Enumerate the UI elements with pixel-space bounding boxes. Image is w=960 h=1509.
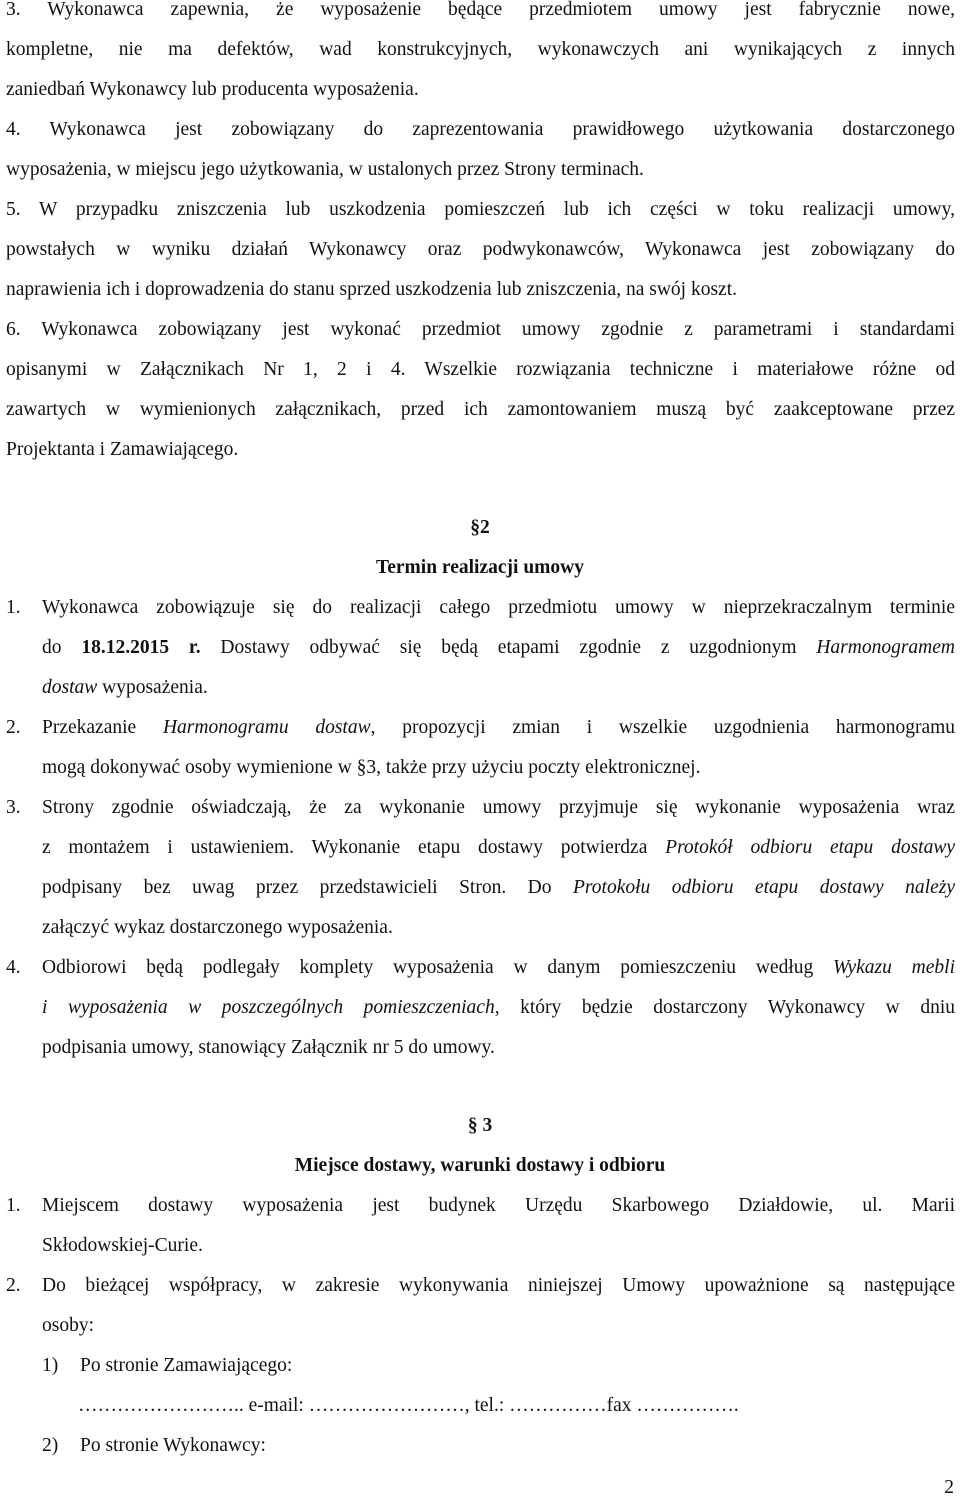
s3-item-2-line-2: osoby: <box>42 1315 95 1336</box>
para-6-line-1: 6. Wykonawca zobowiązany jest wykonać przedmiot umowy zgodnie z parametrami i standardami <box>6 319 955 340</box>
s2-item-4-line-2: i wyposażenia w poszczególnych pomieszczeniach, który będzie dostarczony Wykonawcy w dniu <box>42 997 955 1018</box>
s2-item-1-line-3: dostaw wyposażenia. <box>42 677 208 698</box>
para-3-line-3: zaniedbań Wykonawcy lub producenta wyposażenia. <box>6 79 419 100</box>
section-3-symbol: § 3 <box>467 1115 493 1136</box>
s2-item-3-line-1: Strony zgodnie oświadczają, że za wykonanie umowy przyjmuje się wykonanie wyposażenia wraz <box>42 797 955 818</box>
s3-sub-2-number: 2) <box>42 1435 59 1456</box>
s2-item-1-number: 1. <box>6 597 21 618</box>
para-4-line-2: wyposażenia, w miejscu jego użytkowania, w ustalonych przez Strony terminach. <box>6 159 644 180</box>
page-number: 2 <box>944 1477 954 1498</box>
para-3-line-1: 3. Wykonawca zapewnia, że wyposażenie będące przedmiotem umowy jest fabrycznie nowe, <box>6 0 955 20</box>
s2-item-1-line-2: do 18.12.2015 r. Dostawy odbywać się będą etapami zgodnie z uzgodnionym Harmonogramem <box>42 637 956 658</box>
s3-item-1-number: 1. <box>6 1195 21 1216</box>
s2-item-3-line-4: załączyć wykaz dostarczonego wyposażenia. <box>42 917 393 938</box>
s3-sub-2-label: Po stronie Wykonawcy: <box>80 1435 266 1456</box>
s2-item-4-number: 4. <box>6 957 21 978</box>
para-6-line-2: opisanymi w Załącznikach Nr 1, 2 i 4. Wszelkie rozwiązania techniczne i materiałowe różne od <box>6 359 955 380</box>
para-3-line-2: kompletne, nie ma defektów, wad konstrukcyjnych, wykonawczych ani wynikających z innych <box>6 39 955 60</box>
s3-item-2-number: 2. <box>6 1275 21 1296</box>
s2-item-1-line-1: Wykonawca zobowiązuje się do realizacji całego przedmiotu umowy w nieprzekraczalnym terminie <box>42 597 955 618</box>
s2-item-4-line-3: podpisania umowy, stanowiący Załącznik nr 5 do umowy. <box>42 1037 495 1058</box>
s2-item-4-line-1: Odbiorowi będą podlegały komplety wyposażenia w danym pomieszczeniu według Wykazu mebli <box>42 957 955 978</box>
para-6-line-3: zawartych w wymienionych załącznikach, przed ich zamontowaniem muszą być zaakceptowane przez <box>6 399 955 420</box>
deadline-date: 18.12.2015 r. <box>81 637 201 658</box>
s2-item-2-line-2: mogą dokonywać osoby wymienione w §3, także przy użyciu poczty elektronicznej. <box>42 757 701 778</box>
section-2-symbol: §2 <box>470 517 490 538</box>
section-2-title: Termin realizacji umowy <box>376 557 584 578</box>
s3-item-2-line-1: Do bieżącej współpracy, w zakresie wykonywania niniejszej Umowy upoważnione są następujące <box>42 1275 955 1296</box>
s2-item-3-line-2: z montażem i ustawieniem. Wykonanie etapu dostawy potwierdza Protokół odbioru etapu dostawy <box>42 837 956 858</box>
para-6-line-4: Projektanta i Zamawiającego. <box>6 439 239 460</box>
s2-item-3-number: 3. <box>6 797 21 818</box>
para-5-line-1: 5. W przypadku zniszczenia lub uszkodzenia pomieszczeń lub ich części w toku realizacji umowy, <box>6 199 955 220</box>
s3-item-1-line-2: Skłodowskiej-Curie. <box>42 1235 203 1256</box>
s2-item-2-line-1: Przekazanie Harmonogramu dostaw, propozycji zmian i wszelkie uzgodnienia harmonogramu <box>42 717 956 738</box>
contact-fields-line: …………………….. e-mail: ……………………, tel.: ……………fax ……………. <box>78 1395 739 1416</box>
section-3-title: Miejsce dostawy, warunki dostawy i odbioru <box>294 1155 666 1176</box>
s3-sub-1-number: 1) <box>42 1355 59 1376</box>
s3-sub-1-label: Po stronie Zamawiającego: <box>80 1355 293 1376</box>
s3-item-1-line-1: Miejscem dostawy wyposażenia jest budynek Urzędu Skarbowego Działdowie, ul. Marii <box>42 1195 955 1216</box>
para-5-line-3: naprawienia ich i doprowadzenia do stanu sprzed uszkodzenia lub zniszczenia, na swój koszt. <box>6 279 737 300</box>
para-4-line-1: 4. Wykonawca jest zobowiązany do zaprezentowania prawidłowego użytkowania dostarczonego <box>6 119 955 140</box>
s2-item-2-number: 2. <box>6 717 21 738</box>
s2-item-3-line-3: podpisany bez uwag przez przedstawicieli Stron. Do Protokołu odbioru etapu dostawy należy <box>42 877 955 898</box>
para-5-line-2: powstałych w wyniku działań Wykonawcy oraz podwykonawców, Wykonawca jest zobowiązany do <box>6 239 955 260</box>
